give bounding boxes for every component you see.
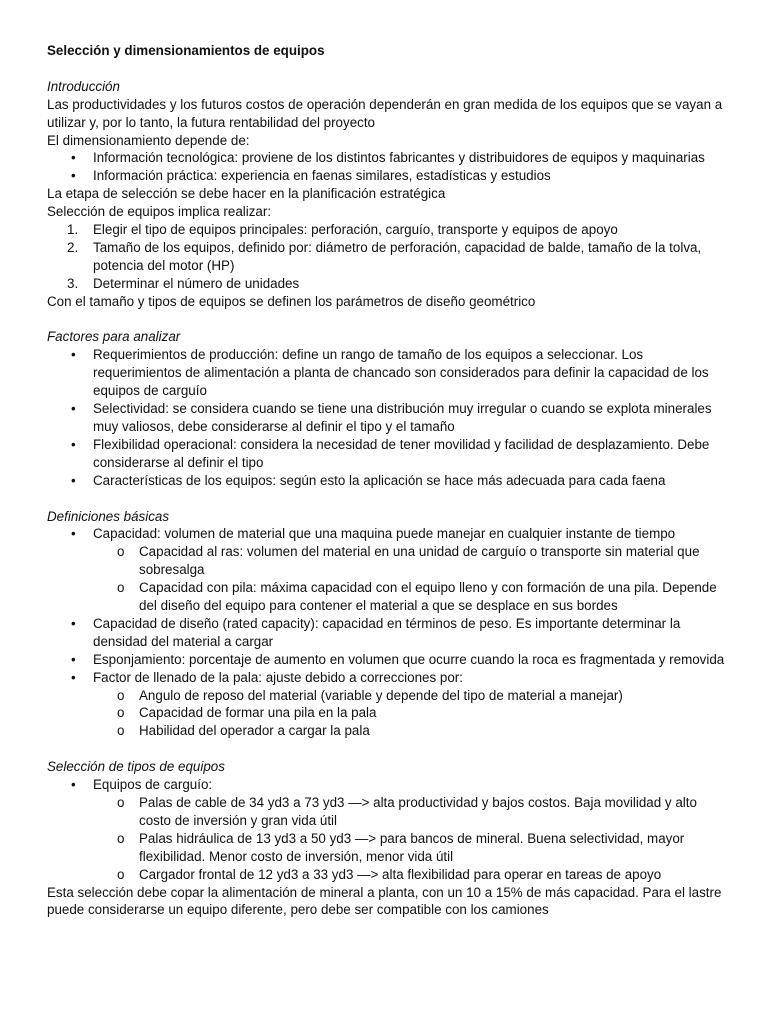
bullet-mark: •: [71, 526, 76, 542]
bullet-mark: •: [71, 669, 76, 685]
spacer: [47, 311, 728, 329]
bullet-list: [47, 776, 728, 883]
document-title: Selección y dimensionamientos de equipos: [47, 43, 325, 58]
list-item: • Información tecnológica: proviene de los distintos fabricantes y distribuidores de equipos y maquinarias: [71, 150, 705, 166]
number-mark: 1.: [67, 222, 79, 238]
spacer: [47, 490, 728, 508]
sub-bullet-mark: o: [117, 544, 125, 560]
bullet-mark: •: [71, 615, 76, 631]
list-item: • Equipos de carguío:: [71, 777, 213, 793]
sub-list-item: o Capacidad de formar una pila en la pala: [117, 705, 377, 721]
list-item: • Información práctica: experiencia en faenas similares, estadísticas y estudios: [71, 168, 551, 184]
bullet-mark: •: [71, 436, 76, 452]
sub-list-item: o Palas hidráulica de 13 yd3 a 50 yd3 —> para bancos de mineral. Buena selectividad, mayor flexibilidad. Menor costo de inversión, menor vida útil: [117, 830, 685, 864]
list-item: 2. Tamaño de los equipos, definido por: diámetro de perforación, capacidad de balde, tamaño de la tolva, potencia del motor (HP): [67, 239, 702, 273]
list-item: • Requerimientos de producción: define un rango de tamaño de los equipos a seleccionar. Los requerimientos de alimentación a planta de chancado son considerados para definir la capacidad de los equipos de carguío: [71, 347, 709, 399]
bullet-list: [47, 346, 728, 489]
paragraph: Con el tamaño y tipos de equipos se definen los parámetros de diseño geométrico: [47, 293, 536, 309]
list-item: • Factor de llenado de la pala: ajuste debido a correcciones por:: [71, 669, 463, 685]
bullet-list: [47, 525, 728, 740]
paragraph: Selección de equipos implica realizar:: [47, 204, 272, 220]
bullet-mark: •: [71, 347, 76, 363]
bullet-list: [47, 149, 728, 185]
sub-bullet-mark: o: [117, 830, 125, 846]
list-item: • Características de los equipos: según esto la aplicación se hace más adecuada para cada faena: [71, 472, 666, 488]
section-heading-factores: Factores para analizar: [47, 329, 181, 345]
bullet-mark: •: [71, 472, 76, 488]
sub-bullet-mark: o: [117, 705, 125, 721]
number-mark: 3.: [67, 275, 79, 291]
bullet-mark: •: [71, 401, 76, 417]
paragraph: El dimensionamiento depende de:: [47, 132, 250, 148]
list-item: • Esponjamiento: porcentaje de aumento en volumen que ocurre cuando la roca es fragmentada y removida: [71, 651, 725, 667]
section-heading-definiciones: Definiciones básicas: [47, 508, 170, 524]
list-item: • Selectividad: se considera cuando se tiene una distribución muy irregular o cuando se explota minerales muy valiosos, debe considerarse al definir el tipo y el tamaño: [71, 401, 712, 434]
spacer: [47, 740, 728, 758]
sub-list-item: o Capacidad con pila: máxima capacidad con el equipo lleno y con formación de una pila. Depende del diseño del equipo para contener el material a que se desplace en sus bordes: [117, 580, 717, 614]
sub-bullet-mark: o: [117, 795, 125, 810]
list-item: 1. Elegir el tipo de equipos principales: perforación, carguío, transporte y equipos de apoyo: [67, 222, 618, 238]
paragraph: Las productividades y los futuros costos de operación dependerán en gran medida de los equipos que se vayan a utilizar y, por lo tanto, la futura rentabilidad del proyecto: [47, 96, 723, 130]
sub-bullet-mark: o: [117, 687, 125, 703]
spacer: [47, 60, 728, 78]
paragraph: La etapa de selección se debe hacer en la planificación estratégica: [47, 186, 446, 202]
sub-list-item: o Habilidad del operador a cargar la pala: [117, 723, 370, 739]
bullet-mark: •: [71, 777, 76, 793]
list-item: • Capacidad: volumen de material que una maquina puede manejar en cualquier instante de tiempo: [71, 526, 676, 542]
sub-list-item: o Cargador frontal de 12 yd3 a 33 yd3 —> alta flexibilidad para operar en tareas de apoyo: [117, 866, 662, 882]
number-mark: 2.: [67, 239, 79, 255]
list-item: 3. Determinar el número de unidades: [67, 275, 300, 291]
list-item: • Capacidad de diseño (rated capacity): capacidad en términos de peso. Es importante determinar la densidad del material a cargar: [71, 615, 681, 649]
sub-bullet-mark: o: [117, 866, 125, 882]
section-heading-introduccion: Introducción: [47, 78, 120, 94]
paragraph: Esta selección debe copar la alimentación de mineral a planta, con un 10 a 15% de más capacidad. Para el lastre puede considerarse un equipo diferente, pero debe ser compatible con los camiones: [47, 884, 722, 918]
section-heading-seleccion: Selección de tipos de equipos: [47, 759, 225, 775]
sub-bullet-mark: o: [117, 580, 125, 596]
bullet-mark: •: [71, 168, 76, 184]
bullet-mark: •: [71, 651, 76, 667]
sub-bullet-mark: o: [117, 723, 125, 739]
sub-list-item: o Palas de cable de 34 yd3 a 73 yd3 —> alta productividad y bajos costos. Baja movilidad y alto costo de inversión y gran vida útil: [117, 795, 697, 828]
bullet-mark: •: [71, 150, 76, 166]
numbered-list: [47, 221, 728, 293]
sub-list-item: o Capacidad al ras: volumen del material en una unidad de carguío o transporte sin material que sobresalga: [117, 544, 700, 578]
list-item: • Flexibilidad operacional: considera la necesidad de tener movilidad y facilidad de desplazamiento. Debe considerarse al definir el tipo: [71, 436, 710, 470]
sub-list-item: o Angulo de reposo del material (variable y depende del tipo de material a manejar): [117, 687, 623, 703]
